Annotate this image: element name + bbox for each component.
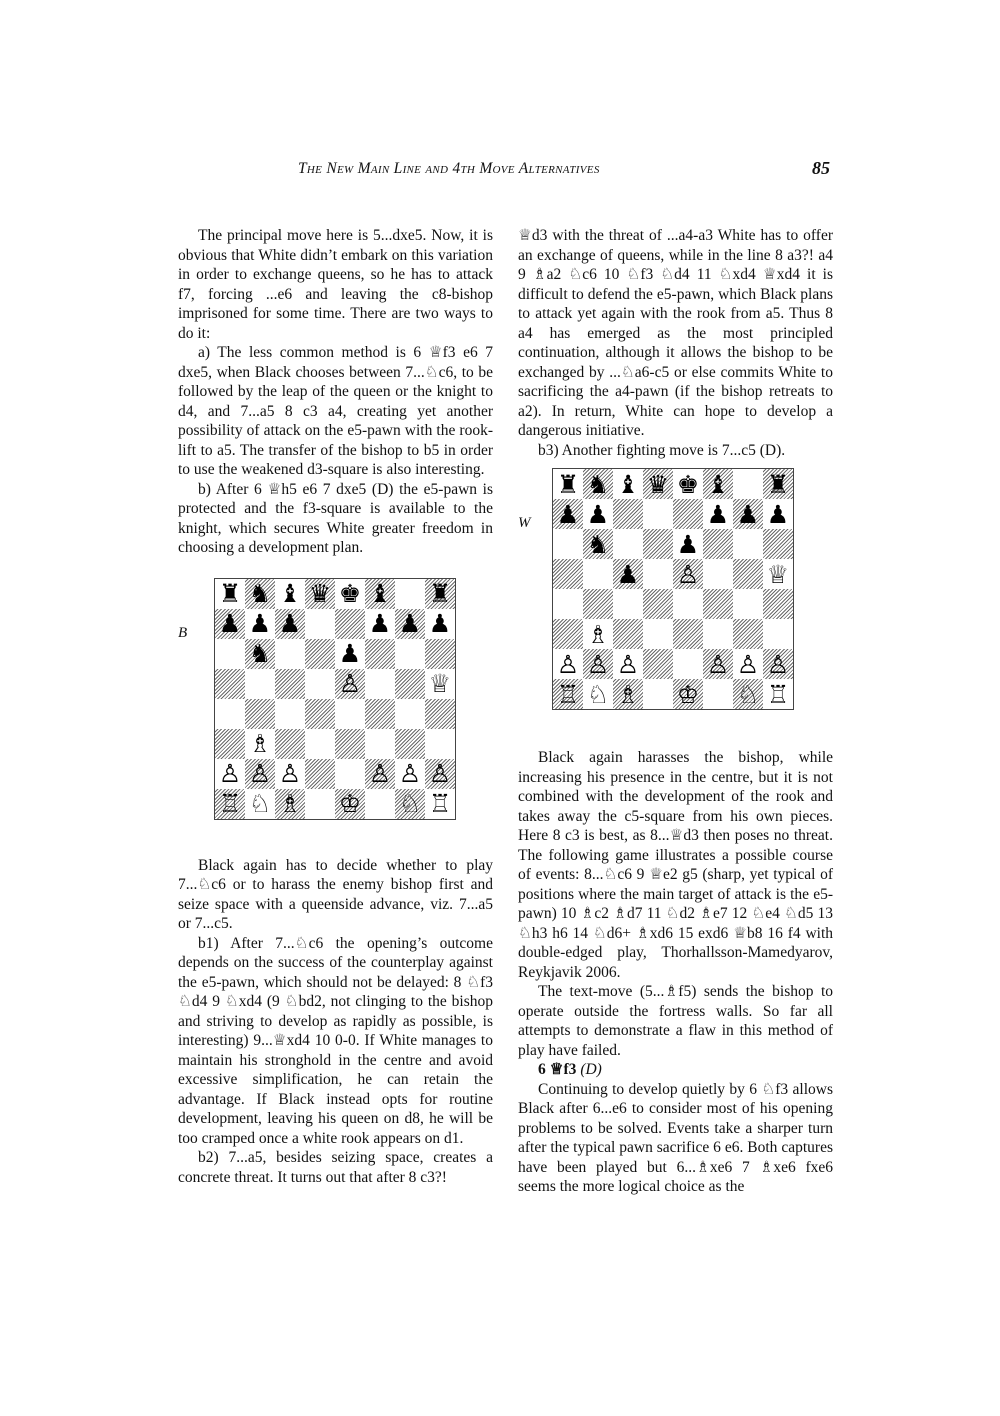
- chess-piece-icon: ♘: [398, 789, 422, 818]
- square-d2: [305, 759, 335, 789]
- paragraph: The principal move here is 5...dxe5. Now, it is obvious that White didn’t embark on this variation in order to exchange queens, so he has to attack f7, forcing ...e6 and leaving the c8-bishop imprisoned for some time. There are two ways to do it:: [178, 227, 493, 342]
- chess-piece-icon: ♗: [586, 619, 610, 649]
- square-e3: [335, 729, 365, 759]
- square-c8: [275, 579, 305, 609]
- chess-piece-icon: ♗: [278, 789, 302, 818]
- chess-piece-icon: ♟: [398, 609, 422, 638]
- square-c7: [613, 499, 643, 529]
- move-heading-text: 6 ♕f3: [538, 1061, 577, 1078]
- chess-piece-icon: ♜: [766, 469, 790, 499]
- square-b2: [245, 759, 275, 789]
- chess-piece-icon: ♟: [556, 499, 580, 529]
- square-f1: [365, 789, 395, 819]
- square-h1: [763, 679, 793, 709]
- square-h7: [425, 609, 455, 639]
- square-b1: [245, 789, 275, 819]
- square-c4: [275, 699, 305, 729]
- square-a1: [215, 789, 245, 819]
- square-g8: [733, 469, 763, 499]
- chess-piece-icon: ♟: [586, 499, 610, 529]
- square-e4: [335, 699, 365, 729]
- square-g4: [733, 589, 763, 619]
- paragraph: a) The less common method is 6 ♕f3 e6 7 dxe5, when Black chooses between 7...♘c6, to be followed by the leap of the queen or the knight to d4, and 7...a5 8 c3 a4, creating yet another possibility of attack on the e5-pawn with the rook-lift to a5. The transfer of the bishop to b5 in order to use the weakened d3-square is also interesting.: [178, 344, 493, 478]
- square-e5: [335, 669, 365, 699]
- square-h3: [763, 619, 793, 649]
- square-c7: [275, 609, 305, 639]
- page-header: [170, 160, 830, 184]
- square-a2: [553, 649, 583, 679]
- square-a5: [553, 559, 583, 589]
- side-to-move-label: B: [178, 624, 188, 641]
- square-d8: [643, 469, 673, 499]
- square-a1: [553, 679, 583, 709]
- square-f3: [365, 729, 395, 759]
- square-d6: [643, 529, 673, 559]
- square-c5: [613, 559, 643, 589]
- chess-piece-icon: ♝: [278, 579, 302, 608]
- square-c2: [275, 759, 305, 789]
- square-h7: [763, 499, 793, 529]
- square-g4: [395, 699, 425, 729]
- square-d3: [643, 619, 673, 649]
- square-g1: [733, 679, 763, 709]
- chess-piece-icon: ♟: [428, 609, 452, 638]
- chess-piece-icon: ♞: [586, 469, 610, 499]
- chess-piece-icon: ♞: [248, 639, 272, 668]
- chess-piece-icon: ♟: [278, 609, 302, 638]
- paragraph: Continuing to develop quietly by 6 ♘f3 allows Black after 6...e6 to consider most of his opening problems to be solved. Events take a sharper turn after the typical pawn sacrifice 6 e6. Both captures have been played but 6...♗xe6 7 ♗xe6 fxe6 seems the more logical choice as the: [518, 1080, 833, 1195]
- chess-piece-icon: ♟: [338, 639, 362, 668]
- paragraph: b2) 7...a5, besides seizing space, creates a concrete threat. It turns out that after 8 c3?!: [178, 1149, 493, 1186]
- paragraph: b) After 6 ♕h5 e6 7 dxe5 (D) the e5-pawn is protected and the f3-square is available to the knight, which secures White greater freedom in choosing a development plan.: [178, 480, 493, 556]
- square-b3: [583, 619, 613, 649]
- square-e7: [335, 609, 365, 639]
- chess-piece-icon: ♙: [736, 649, 760, 679]
- chess-piece-icon: ♙: [398, 759, 422, 788]
- square-g8: [395, 579, 425, 609]
- square-f4: [703, 589, 733, 619]
- square-b7: [245, 609, 275, 639]
- square-c4: [613, 589, 643, 619]
- chess-piece-icon: ♕: [766, 559, 790, 589]
- chessboard: [552, 468, 794, 710]
- square-d6: [305, 639, 335, 669]
- square-h5: [763, 559, 793, 589]
- square-f3: [703, 619, 733, 649]
- square-b6: [583, 529, 613, 559]
- square-e2: [673, 649, 703, 679]
- square-b5: [245, 669, 275, 699]
- square-b1: [583, 679, 613, 709]
- chess-piece-icon: ♟: [706, 499, 730, 529]
- move-heading-tag: (D): [580, 1061, 602, 1078]
- chess-piece-icon: ♟: [766, 499, 790, 529]
- square-h5: [425, 669, 455, 699]
- chess-piece-icon: ♗: [248, 729, 272, 758]
- square-a5: [215, 669, 245, 699]
- square-h2: [763, 649, 793, 679]
- square-g5: [733, 559, 763, 589]
- move-heading: [518, 1060, 833, 1080]
- square-g2: [733, 649, 763, 679]
- square-e8: [673, 469, 703, 499]
- square-f7: [703, 499, 733, 529]
- square-c3: [613, 619, 643, 649]
- square-e6: [335, 639, 365, 669]
- square-b2: [583, 649, 613, 679]
- square-h4: [763, 589, 793, 619]
- square-g3: [395, 729, 425, 759]
- chess-piece-icon: ♟: [248, 609, 272, 638]
- square-b8: [583, 469, 613, 499]
- square-b7: [583, 499, 613, 529]
- square-f4: [365, 699, 395, 729]
- chess-piece-icon: ♝: [368, 579, 392, 608]
- square-a7: [553, 499, 583, 529]
- square-f2: [703, 649, 733, 679]
- chess-piece-icon: ♛: [308, 579, 332, 608]
- square-f7: [365, 609, 395, 639]
- square-c1: [275, 789, 305, 819]
- square-g6: [733, 529, 763, 559]
- square-c2: [613, 649, 643, 679]
- chess-piece-icon: ♘: [586, 679, 610, 709]
- square-e2: [335, 759, 365, 789]
- square-d1: [643, 679, 673, 709]
- chess-piece-icon: ♙: [616, 649, 640, 679]
- square-c6: [613, 529, 643, 559]
- square-e7: [673, 499, 703, 529]
- square-b8: [245, 579, 275, 609]
- square-a7: [215, 609, 245, 639]
- paragraph: Black again has to decide whether to play 7...♘c6 or to harass the enemy bishop first and seize space with a queenside advance, viz. 7...a5 or 7...c5.: [178, 856, 493, 932]
- chess-piece-icon: ♛: [646, 469, 670, 499]
- square-a8: [215, 579, 245, 609]
- square-d5: [643, 559, 673, 589]
- chess-piece-icon: ♙: [278, 759, 302, 788]
- square-d7: [305, 609, 335, 639]
- square-e1: [673, 679, 703, 709]
- square-a8: [553, 469, 583, 499]
- square-b6: [245, 639, 275, 669]
- square-a4: [553, 589, 583, 619]
- square-g1: [395, 789, 425, 819]
- square-g6: [395, 639, 425, 669]
- square-h8: [763, 469, 793, 499]
- chess-piece-icon: ♖: [218, 789, 242, 818]
- square-b3: [245, 729, 275, 759]
- square-e5: [673, 559, 703, 589]
- chess-piece-icon: ♕: [428, 669, 452, 698]
- chess-piece-icon: ♞: [248, 579, 272, 608]
- square-d3: [305, 729, 335, 759]
- chess-diagram-white-to-move: [518, 468, 833, 720]
- running-title: The New Main Line and 4th Move Alternatives: [298, 160, 600, 177]
- square-a6: [553, 529, 583, 559]
- paragraph: Black again harasses the bishop, while increasing his presence in the centre, but it is not combined with the development of the rook and takes away the c5-square from his own pieces. Here 8 c3 is best, as 8...♕d3 then poses no threat. The following game illustrates a possible course of events: 8...♘c6 9 ♕e2 g5 (sharp, yet typical of positions where the main target of attack is the e5-pawn) 10 ♗c2 ♗d7 11 ♘d2 ♗e7 12 ♘e4 ♘d5 13 ♘h3 h6 14 ♘d6+ ♗xd6 15 exd6 ♕b8 16 f4 with double-edged play, Thorhallsson-Mamedyarov, Reykjavik 2006.: [518, 749, 833, 981]
- chess-piece-icon: ♙: [556, 649, 580, 679]
- square-e6: [673, 529, 703, 559]
- square-e8: [335, 579, 365, 609]
- square-g7: [733, 499, 763, 529]
- square-f5: [365, 669, 395, 699]
- square-d7: [643, 499, 673, 529]
- paragraph: The text-move (5...♗f5) sends the bishop to operate outside the fortress walls. So far all attempts to demonstrate a flaw in this method of play have failed.: [518, 983, 833, 1059]
- square-h3: [425, 729, 455, 759]
- chess-piece-icon: ♙: [248, 759, 272, 788]
- square-f8: [703, 469, 733, 499]
- square-a2: [215, 759, 245, 789]
- square-f1: [703, 679, 733, 709]
- square-e1: [335, 789, 365, 819]
- square-c6: [275, 639, 305, 669]
- chess-piece-icon: ♞: [586, 529, 610, 559]
- square-f6: [703, 529, 733, 559]
- page-number: 85: [812, 158, 830, 178]
- chess-piece-icon: ♗: [616, 679, 640, 709]
- square-b4: [245, 699, 275, 729]
- square-d5: [305, 669, 335, 699]
- square-g7: [395, 609, 425, 639]
- chess-piece-icon: ♖: [428, 789, 452, 818]
- square-d4: [305, 699, 335, 729]
- paragraph: b1) After 7...♘c6 the opening’s outcome depends on the success of the counterplay against the e5-pawn, which should not be delayed: 8 ♘f3 ♘d4 9 ♘xd4 (9 ♘bd2, not clinging to the bishop and striving to develop as rapidly as possible, is interesting) 9...♕xd4 10 0-0. If White manages to maintain his stronghold in the centre and avoid excessive simplification, he can retain the advantage. If Black instead opts for routine development, leaving his queen on d8, he will be too cramped once a white rook appears on d1.: [178, 934, 493, 1147]
- square-a6: [215, 639, 245, 669]
- chess-piece-icon: ♚: [676, 469, 700, 499]
- chess-piece-icon: ♝: [616, 469, 640, 499]
- square-c5: [275, 669, 305, 699]
- chess-piece-icon: ♔: [338, 789, 362, 818]
- square-f8: [365, 579, 395, 609]
- square-b5: [583, 559, 613, 589]
- square-e4: [673, 589, 703, 619]
- square-g5: [395, 669, 425, 699]
- chess-piece-icon: ♝: [706, 469, 730, 499]
- square-f5: [703, 559, 733, 589]
- square-g2: [395, 759, 425, 789]
- chess-piece-icon: ♘: [736, 679, 760, 709]
- square-e3: [673, 619, 703, 649]
- chess-piece-icon: ♙: [706, 649, 730, 679]
- chess-piece-icon: ♟: [616, 559, 640, 589]
- right-column: [518, 226, 833, 1197]
- chess-piece-icon: ♙: [428, 759, 452, 788]
- chess-piece-icon: ♙: [218, 759, 242, 788]
- chess-piece-icon: ♙: [766, 649, 790, 679]
- chess-piece-icon: ♜: [218, 579, 242, 608]
- square-c1: [613, 679, 643, 709]
- square-c3: [275, 729, 305, 759]
- chess-piece-icon: ♙: [338, 669, 362, 698]
- chess-piece-icon: ♙: [368, 759, 392, 788]
- paragraph: b3) Another fighting move is 7...c5 (D).: [538, 441, 786, 459]
- chess-piece-icon: ♙: [676, 559, 700, 589]
- square-c8: [613, 469, 643, 499]
- left-column: [178, 226, 493, 1187]
- square-d1: [305, 789, 335, 819]
- chess-piece-icon: ♖: [556, 679, 580, 709]
- square-a4: [215, 699, 245, 729]
- square-h6: [763, 529, 793, 559]
- square-d2: [643, 649, 673, 679]
- chess-piece-icon: ♟: [736, 499, 760, 529]
- square-h2: [425, 759, 455, 789]
- chess-diagram-black-to-move: [178, 578, 493, 830]
- square-f2: [365, 759, 395, 789]
- square-d4: [643, 589, 673, 619]
- square-h4: [425, 699, 455, 729]
- square-h1: [425, 789, 455, 819]
- chess-piece-icon: ♖: [766, 679, 790, 709]
- square-f6: [365, 639, 395, 669]
- square-d8: [305, 579, 335, 609]
- chess-piece-icon: ♚: [338, 579, 362, 608]
- chess-piece-icon: ♟: [676, 529, 700, 559]
- square-h6: [425, 639, 455, 669]
- square-b4: [583, 589, 613, 619]
- square-g3: [733, 619, 763, 649]
- chess-piece-icon: ♘: [248, 789, 272, 818]
- paragraph: ♕d3 with the threat of ...a4-a3 White has to offer an exchange of queens, while in the line 8 a3?! a4 9 ♗a2 ♘c6 10 ♘f3 ♘d4 11 ♘xd4 ♕xd4 it is difficult to defend the e5-pawn, which Black plans to attack yet again with the rook from a5. Thus 8 a4 has emerged as the most principled continuation, although it allows the bishop to be exchanged by ...♘a6-c5 or else commits White to sacrificing the a4-pawn (if the bishop retreats to a2). In return, White can hope to develop a dangerous initiative.: [518, 227, 833, 439]
- square-h8: [425, 579, 455, 609]
- chess-piece-icon: ♔: [676, 679, 700, 709]
- square-a3: [553, 619, 583, 649]
- square-a3: [215, 729, 245, 759]
- chessboard: [214, 578, 456, 820]
- chess-piece-icon: ♟: [218, 609, 242, 638]
- chess-piece-icon: ♟: [368, 609, 392, 638]
- chess-piece-icon: ♙: [586, 649, 610, 679]
- chess-piece-icon: ♜: [428, 579, 452, 608]
- side-to-move-label: W: [518, 515, 531, 531]
- chess-piece-icon: ♜: [556, 469, 580, 499]
